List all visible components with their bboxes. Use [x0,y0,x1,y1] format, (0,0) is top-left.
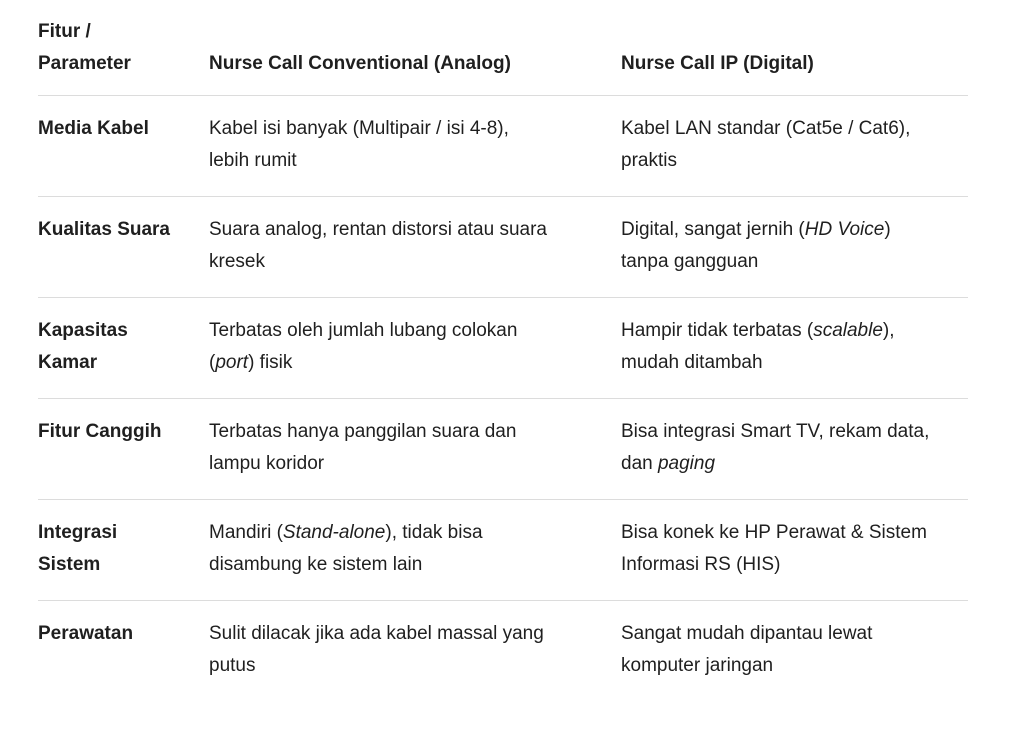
header-conventional: Nurse Call Conventional (Analog) [209,53,511,74]
table-row [38,601,968,702]
cell-text: Digital, sangat jernih ( [621,219,805,240]
header-ip: Nurse Call IP (Digital) [621,53,814,74]
row-ip [621,298,968,399]
table-body [38,96,968,702]
row-ip [621,601,968,702]
row-param: Integrasi Sistem [38,500,209,601]
cell-text: Kabel LAN standar (Cat5e / Cat6), praktis [621,118,911,171]
cell-text: ), tidak bisa disambung ke sistem lain [209,522,483,575]
cell-text: Sangat mudah dipantau lewat komputer jaringan [621,623,873,676]
cell-text: Mandiri ( [209,522,283,543]
cell-text: Bisa integrasi Smart TV, rekam data, dan [621,421,930,474]
table-row [38,399,968,500]
row-ip [621,500,968,601]
cell-text: Sulit dilacak jika ada kabel massal yang putus [209,623,544,676]
table-row [38,96,968,197]
row-conventional [209,96,621,197]
italic-term: port [215,352,249,373]
table-header [38,16,968,96]
cell-text: ) fisik [248,352,293,373]
italic-term: Stand-alone [282,522,386,543]
cell-text: ) tanpa gangguan [621,219,891,272]
row-conventional [209,601,621,702]
table-row [38,197,968,298]
cell-text: Terbatas hanya panggilan suara dan lampu koridor [209,421,517,474]
italic-term: paging [657,453,716,474]
row-param: Media Kabel [38,96,209,197]
cell-text: ), mudah ditambah [621,320,895,373]
row-ip [621,399,968,500]
table-row [38,298,968,399]
row-conventional [209,298,621,399]
row-ip [621,96,968,197]
row-param: Fitur Canggih [38,399,209,500]
row-ip [621,197,968,298]
cell-text: Terbatas oleh jumlah lubang colokan ( [209,320,518,373]
italic-term: scalable [813,320,883,341]
row-param: Perawatan [38,601,209,702]
header-row [38,16,968,96]
cell-text: Suara analog, rentan distorsi atau suara kresek [209,219,547,272]
comparison-table [38,16,968,702]
italic-term: HD Voice [804,219,885,240]
row-conventional [209,399,621,500]
header-param: Fitur / Parameter [38,21,131,74]
row-param: Kapasitas Kamar [38,298,209,399]
cell-text: Kabel isi banyak (Multipair / isi 4-8), lebih rumit [209,118,509,171]
row-param: Kualitas Suara [38,197,209,298]
row-conventional [209,197,621,298]
row-conventional [209,500,621,601]
table-row [38,500,968,601]
cell-text: Hampir tidak terbatas ( [621,320,814,341]
cell-text: Bisa konek ke HP Perawat & Sistem Informasi RS (HIS) [621,522,927,575]
